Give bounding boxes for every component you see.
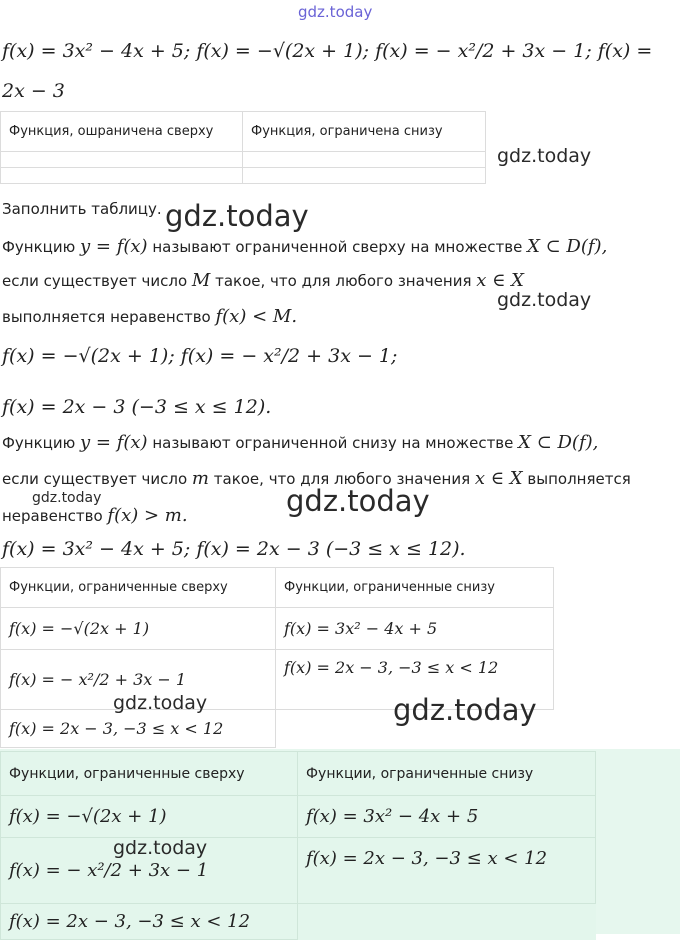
watermark: gdz.today bbox=[113, 837, 208, 859]
final-header-lower: Функции, ограниченные снизу bbox=[298, 752, 596, 796]
text-fragment: Функцию bbox=[2, 434, 76, 452]
math-fragment: f(x) > m. bbox=[107, 505, 188, 526]
math-fragment: x ∈ X bbox=[474, 468, 523, 489]
answer-cell: f(x) = −√(2x + 1) bbox=[1, 608, 276, 650]
answer-cell: f(x) = 2x − 3, −3 ≤ x < 12 bbox=[276, 650, 554, 710]
math-fragment: X ⊂ D(f), bbox=[518, 432, 599, 453]
text-fragment: называют ограниченной сверху на множестве bbox=[152, 238, 523, 256]
answer-cell: f(x) = − x²/2 + 3x − 1 bbox=[1, 650, 276, 710]
text-fragment: если существует число bbox=[2, 470, 188, 488]
text-fragment: называют ограниченной снизу на множестве bbox=[152, 434, 514, 452]
text-fragment: такое, что для любого значения bbox=[213, 470, 471, 488]
watermark: gdz.today bbox=[286, 484, 430, 518]
upper-examples-line-2: f(x) = 2x − 3 (−3 ≤ x ≤ 12). bbox=[2, 396, 272, 418]
answer-cell: f(x) = 3x² − 4x + 5 bbox=[276, 608, 554, 650]
watermark: gdz.today bbox=[165, 199, 309, 233]
text-fragment: если существует число bbox=[2, 272, 188, 290]
task-table-cell bbox=[1, 168, 243, 184]
answer-cell: f(x) = 2x − 3, −3 ≤ x < 12 bbox=[1, 710, 276, 748]
task-table-header-upper: Функция, ошраничена сверху bbox=[1, 112, 243, 152]
math-fragment: X ⊂ D(f), bbox=[527, 236, 608, 257]
final-cell: f(x) = − x²/2 + 3x − 1 bbox=[1, 838, 298, 904]
math-fragment: m bbox=[191, 468, 209, 489]
final-cell: f(x) = 2x − 3, −3 ≤ x < 12 bbox=[298, 838, 596, 904]
watermark-top: gdz.today bbox=[298, 3, 373, 21]
watermark: gdz.today bbox=[393, 693, 537, 727]
definition-upper-line-2 bbox=[2, 270, 524, 291]
final-cell: f(x) = 2x − 3, −3 ≤ x < 12 bbox=[1, 904, 298, 940]
final-cell: f(x) = 3x² − 4x + 5 bbox=[298, 796, 596, 838]
math-fragment: f(x) < M. bbox=[215, 306, 298, 327]
task-formula-line-1: f(x) = 3x² − 4x + 5; f(x) = −√(2x + 1); f(x) = − x²/2 + 3x − 1; f(x) = bbox=[2, 40, 653, 62]
empty-task-table bbox=[0, 111, 486, 184]
watermark: gdz.today bbox=[32, 490, 102, 506]
answer-header-lower: Функции, ограниченные снизу bbox=[276, 568, 554, 608]
math-fragment: y = f(x) bbox=[80, 236, 148, 257]
task-table-cell bbox=[243, 168, 486, 184]
definition-upper-line-3 bbox=[2, 306, 297, 327]
text-fragment: выполняется bbox=[527, 470, 631, 488]
final-cell-empty bbox=[298, 904, 596, 940]
definition-lower-line-1 bbox=[2, 432, 598, 453]
task-table-cell bbox=[1, 152, 243, 168]
math-fragment: M bbox=[191, 270, 211, 291]
text-fragment: такое, что для любого значения bbox=[215, 272, 472, 290]
text-fragment: Функцию bbox=[2, 238, 76, 256]
instruction-text: Заполнить таблицу. bbox=[2, 200, 162, 218]
definition-lower-line-3 bbox=[2, 505, 188, 526]
final-header-upper: Функции, ограниченные сверху bbox=[1, 752, 298, 796]
math-fragment: y = f(x) bbox=[80, 432, 148, 453]
lower-examples: f(x) = 3x² − 4x + 5; f(x) = 2x − 3 (−3 ≤ x ≤ 12). bbox=[2, 538, 466, 560]
watermark: gdz.today bbox=[113, 692, 208, 714]
math-fragment: x ∈ X bbox=[476, 270, 524, 291]
text-fragment: неравенство bbox=[2, 507, 103, 525]
text-fragment: выполняется неравенство bbox=[2, 308, 211, 326]
task-formula-line-2: 2x − 3 bbox=[2, 80, 65, 102]
upper-examples-line-1: f(x) = −√(2x + 1); f(x) = − x²/2 + 3x − 1; bbox=[2, 345, 398, 367]
task-table-cell bbox=[243, 152, 486, 168]
watermark: gdz.today bbox=[497, 289, 592, 311]
definition-upper-line-1 bbox=[2, 236, 607, 257]
answer-header-upper: Функции, ограниченные сверху bbox=[1, 568, 276, 608]
task-table-header-lower: Функция, ограничена снизу bbox=[243, 112, 486, 152]
watermark: gdz.today bbox=[497, 145, 592, 167]
final-cell: f(x) = −√(2x + 1) bbox=[1, 796, 298, 838]
final-answer-table bbox=[0, 751, 596, 940]
